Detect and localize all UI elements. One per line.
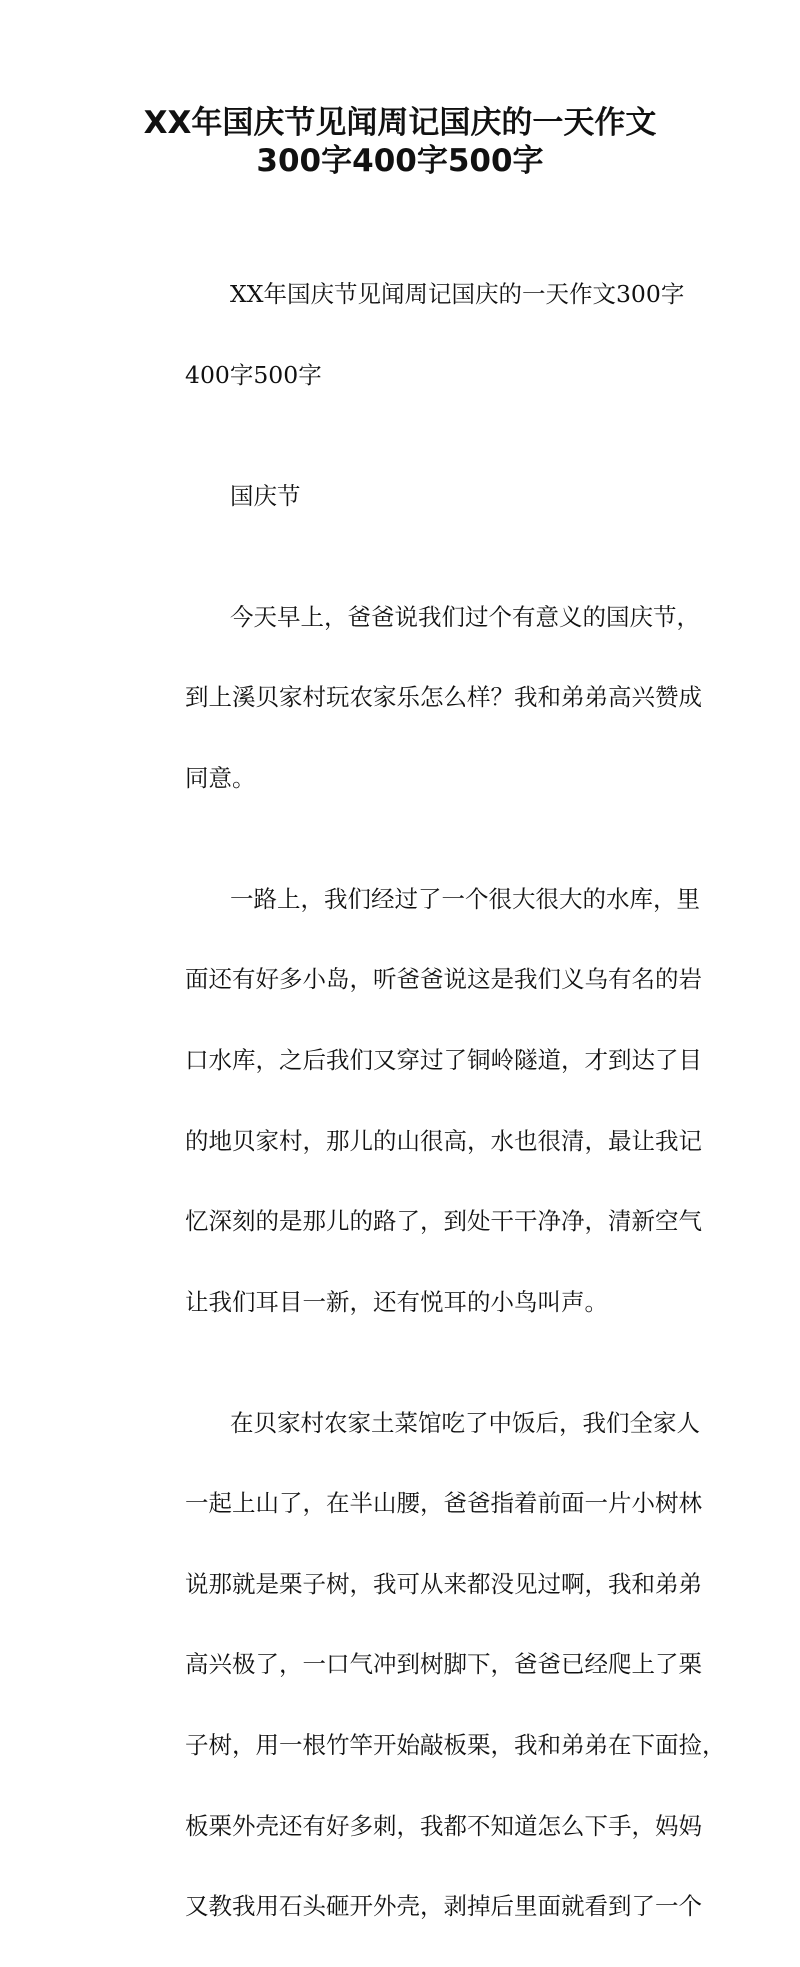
paragraph-line: 在贝家村农家土菜馆吃了中饭后，我们全家人 xyxy=(230,1408,700,1437)
paragraph-line: 让我们耳目一新，还有悦耳的小鸟叫声。 xyxy=(185,1287,608,1316)
paragraph-line: 面还有好多小岛，听爸爸说这是我们义乌有名的岩 xyxy=(185,965,702,994)
paragraph-1 xyxy=(138,234,685,435)
document-body xyxy=(138,234,726,1967)
document-title-line-2: 300字400字500字 xyxy=(256,143,544,179)
paragraph-line: 到上溪贝家村玩农家乐怎么样？我和弟弟高兴赞成 xyxy=(185,683,702,712)
paragraph-2 xyxy=(138,435,678,556)
paragraph-line: 子树，用一根竹竿开始敲板栗，我和弟弟在下面捡， xyxy=(185,1730,726,1759)
paragraph-line: 同意。 xyxy=(185,763,256,792)
paragraph-line: 又教我用石头砸开外壳，剥掉后里面就看到了一个 xyxy=(185,1892,702,1921)
paragraph-line: 忆深刻的是那儿的路了，到处干干净净，清新空气 xyxy=(185,1207,702,1236)
paragraph-4 xyxy=(138,838,702,1362)
paragraph-line: 板栗外壳还有好多刺，我都不知道怎么下手，妈妈 xyxy=(185,1811,702,1840)
paragraph-line: 口水库，之后我们又穿过了铜岭隧道，才到达了目 xyxy=(185,1045,702,1074)
paragraph-line: 说那就是栗子树，我可从来都没见过啊，我和弟弟 xyxy=(185,1569,702,1598)
paragraph-line: 高兴极了，一口气冲到树脚下，爸爸已经爬上了栗 xyxy=(185,1650,702,1679)
paragraph-line: XX年国庆节见闻周记国庆的一天作文300字 xyxy=(230,280,685,309)
paragraph-line: 今天早上，爸爸说我们过个有意义的国庆节， xyxy=(230,602,700,631)
paragraph-line: 400字500字 xyxy=(185,360,322,389)
document-title-line-1: XX年国庆节见闻周记国庆的一天作文 xyxy=(143,105,657,141)
paragraph-line: 的地贝家村，那儿的山很高，水也很清，最让我记 xyxy=(185,1126,702,1155)
paragraph-5 xyxy=(138,1362,726,1966)
paragraph-3 xyxy=(138,556,702,838)
paragraph-line: 国庆节 xyxy=(230,481,301,510)
paragraph-line: 一起上山了，在半山腰，爸爸指着前面一片小树林 xyxy=(185,1489,702,1518)
paragraph-line: 一路上，我们经过了一个很大很大的水库，里 xyxy=(230,884,700,913)
